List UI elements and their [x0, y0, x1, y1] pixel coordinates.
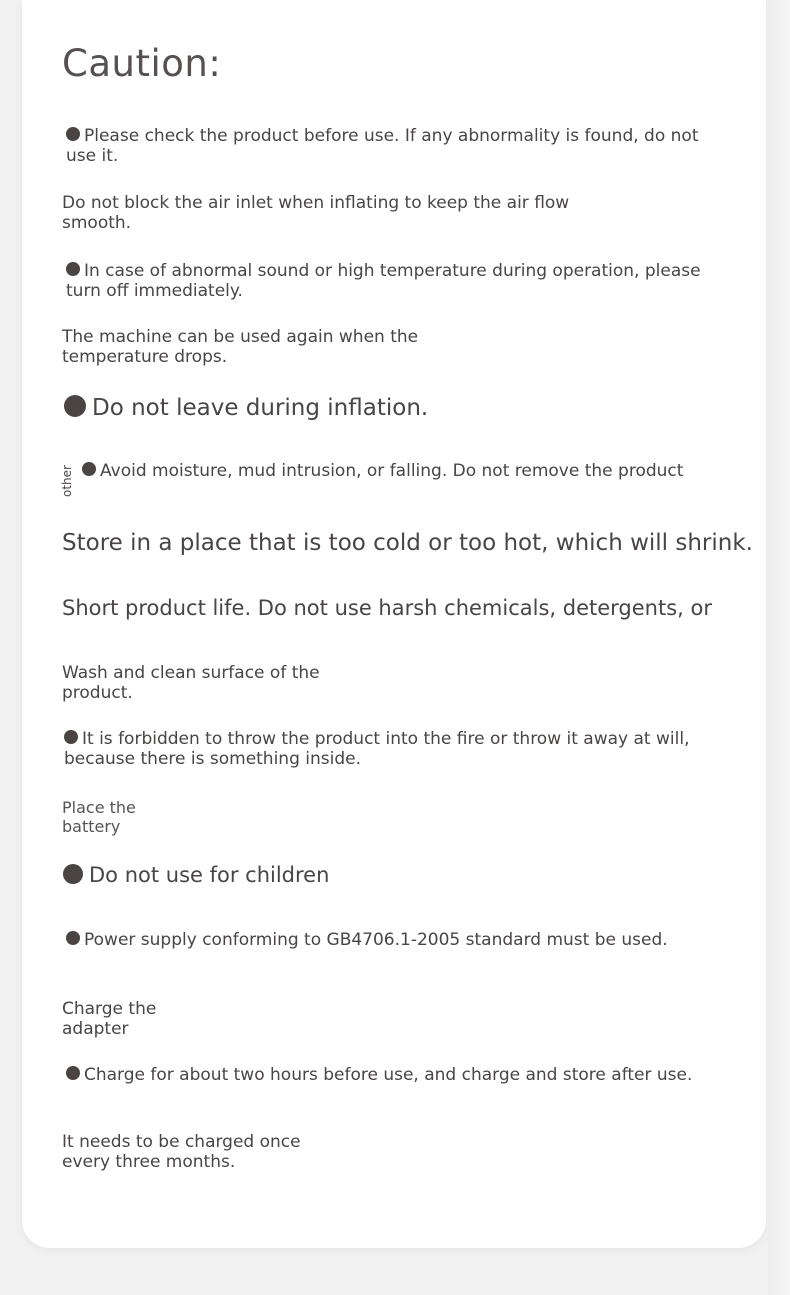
item-text: Do not use for children [89, 863, 330, 887]
caution-title: Caution: [62, 42, 222, 85]
bullet-icon [66, 1066, 80, 1080]
item-charge-once: It needs to be charged once every three months. [62, 1132, 301, 1172]
item-text: Charge for about two hours before use, and charge and store after use. [84, 1065, 693, 1085]
bullet-icon [64, 395, 86, 417]
item-power-supply [66, 930, 746, 950]
bullet-icon [63, 864, 83, 884]
bullet-icon [66, 127, 80, 141]
item-wash-clean: Wash and clean surface of the product. [62, 663, 320, 703]
item-charge-two-hours [66, 1065, 746, 1085]
item-forbidden-fire [64, 729, 714, 769]
item-no-children [63, 862, 563, 888]
item-charge-adapter: Charge the adapter [62, 999, 157, 1039]
bullet-icon [66, 931, 80, 945]
item-avoid-moisture [82, 461, 742, 481]
item-check-product [66, 126, 716, 166]
item-machine-again: The machine can be used again when the temperature drops. [62, 327, 419, 367]
item-abnormal-sound [66, 261, 716, 301]
item-place-battery: Place the battery [62, 798, 136, 836]
item-text: Power supply conforming to GB4706.1-2005 standard must be used. [84, 930, 668, 950]
item-text: In case of abnormal sound or high temperature during operation, please turn off immediately. [66, 261, 701, 301]
other-label: other [60, 465, 74, 497]
content-card [22, 0, 766, 1248]
item-store-place: Store in a place that is too cold or too hot, which will shrink. [62, 530, 753, 556]
bullet-icon [64, 730, 78, 744]
item-air-inlet: Do not block the air inlet when inflating to keep the air flow smooth. [62, 193, 570, 233]
background-strip [768, 0, 790, 1295]
item-no-leave [64, 394, 664, 422]
item-text: Avoid moisture, mud intrusion, or falling. Do not remove the product [100, 461, 684, 481]
item-text: It is forbidden to throw the product into the fire or throw it away at will, because there is something inside. [64, 729, 690, 769]
item-text: Please check the product before use. If any abnormality is found, do not use it. [66, 126, 699, 166]
bullet-icon [66, 262, 80, 276]
bullet-icon [82, 462, 96, 476]
item-short-life: Short product life. Do not use harsh chemicals, detergents, or [62, 596, 712, 620]
item-text: Do not leave during inflation. [92, 395, 429, 421]
